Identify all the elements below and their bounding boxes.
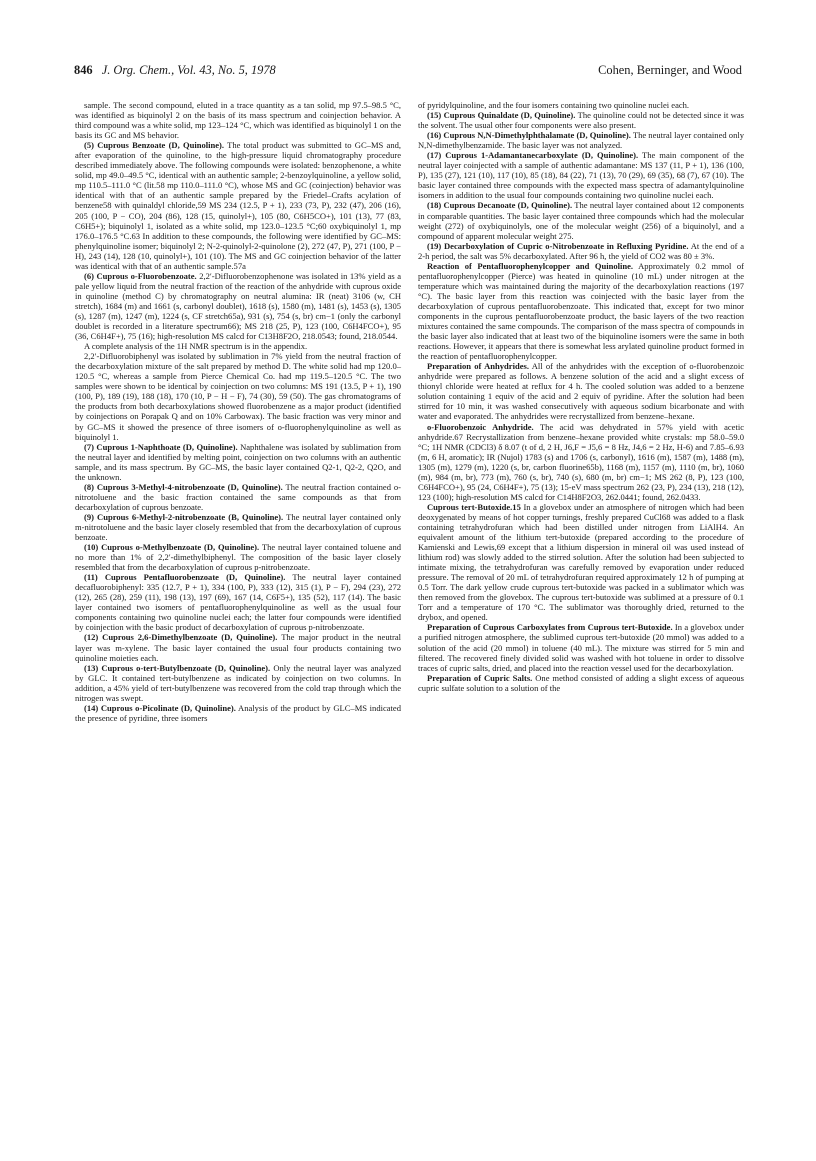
paragraph-text: sample. The second compound, eluted in a trace quantity as a tan solid, mp 97.5–98.5 °C, was identified as biquinolyl 2 on the basis of its mass spectrum and coinjection behavior. A third compound was a white solid, mp 123–124 °C, which was identified as biquinolyl 1 on the basis its GC and MS behavior. (75, 100, 401, 141)
paragraph-heading: Preparation of Cupric Salts. (427, 672, 533, 683)
paragraph-heading: (7) Cuprous 1-Naphthoate (D, Quinoline). (84, 441, 238, 452)
paragraph-text: 2,2′-Difluorobiphenyl was isolated by sublimation in 7% yield from the neutral fraction of the decarboxylation mixture of the salt prepared by method D. The white solid had mp 120.0–120.5 °C, whereas a sample from Pierce Chemical Co. had mp 119.5–120.5 °C. The two samples were shown to be identical by coinjection on two columns: MS 191 (13.5, P + 1), 190 (100, P), 189 (19), 188 (18), 170 (10, P − H − F), 74 (30), 59 (50). The gas chromatograms of the products from both decarboxylations showed fluorobenzene as a major product (identified by coinjections on Porapak Q and on 10% Carbowax). The basic fraction was very minor and by GC–MS it showed the presence of three isomers of o-fluorophenylquinoline as well as biquinolyl 1. (75, 351, 401, 442)
paragraph-text: All of the anhydrides with the exception of o-fluorobenzoic anhydride were prepared as follows. A benzene solution of the acid and a slight excess of thionyl chloride were heated at reflux for 4 h. The cooled solution was added to a benzene solution containing 1 equiv of the acid and 2 equiv of pyridine. After the solution had been stirred for 10 min, it was washed consecutively with aqueous sodium bicarbonate and with water and evaporated. The anhydrides were recrystallized from benzene–hexane. (418, 361, 744, 422)
paragraph-text: The neutral layer contained only N,N-dimethylbenzamide. The basic layer was not analyzed. (418, 130, 744, 151)
paragraph-text: The total product was submitted to GC–MS and, after evaporation of the quinoline, to the high-pressure liquid chromatography procedure described immediately above. The following compounds were isolated: benzophenone, a white solid, mp 49.0–49.5 °C, identical with an authentic sample; 2-benzoylquinoline, a yellow solid, mp 110.5–111.0 °C (lit.58 mp 110.0–111.0 °C), whose MS and GC (coinjection) behavior was identical with that of an authentic sample prepared by the Friedel–Crafts acylation of benzene58 with quinaldyl chloride,59 MS 234 (12.5, P + 1), 233 (73, P), 232 (47), 206 (16), 205 (100, P − CO), 204 (86), 128 (15, quinolyl+), 105 (80, C6H5CO+), 101 (13), 77 (83, C6H5+); biquinolyl 1, isolated as a white solid, mp 123.0–123.5 °C;60 oxybiquinolyl 1, mp 176.0–176.5 °C.63 In addition to these compounds, the following were identified by GC–MS: phenylquinoline isomer; biquinolyl 2; N-2-quinolyl-2-quinolone (2), 272 (47, P), 271 (100, P − H), 243 (14), 128 (10, quinolyl+), 101 (10). The MS and GC coinjection behavior of the latter was identical with that of an authentic sample.57a (75, 140, 402, 271)
paragraph (75, 542, 401, 572)
paragraph-text: 2,2′-Difluorobenzophenone was isolated in 13% yield as a pale yellow liquid from the neutral fraction of the reaction of the anhydride with cuprous oxide in quinoline (method C) by chromatography on neutral alumina: IR (neat) 3106 (w, CH stretch), 1684 (m) and 1661 (s, carbonyl doublet), 1618 (s), 1580 (m), 1481 (s), 1453 (s), 1305 (s), 1287 (m), 1247 (m), 1224 (s, CF stretch65a), 931 (s), 754 (s, br) cm−1 (only the carbonyl doublet is recorded in a literature spectrum66); MS 218 (25, P), 123 (100, C6H4FCO+), 95 (36, C6H4F+), 75 (16); high-resolution MS calcd for C13H8F2O, 218.0543; found, 218.0544. (75, 270, 401, 342)
paragraph-text: The neutral layer contained decafluorobiphenyl: 335 (12.7, P + 1), 334 (100, P), 333 (12), 315 (1), P − F), 294 (23), 272 (12), 265 (28), 259 (11), 198 (13), 197 (69), 167 (14, C6F5+), 135 (52), 117 (14). The basic layer contained two isomers of pentafluorophenylquinoline as well as the usual four components containing two quinoline nuclei each; the latter four compounds were identified by coinjection with the basic product of decarboxylation of cuprous p-nitrobenzoate. (75, 572, 402, 633)
paragraph-text: In a glovebox under an atmosphere of nitrogen which had been deoxygenated by means of hot copper turnings, freshly prepared CuCl68 was added to a flask containing tetrahydrofuran which had been distilled under nitrogen from LiAlH4. An equivalent amount of the lithium tert-butoxide (prepared according to the procedure of Kamienski and Lewis,69 except that a lithium dispersion in mineral oil was used instead of lithium rod) was slowly added to the stirred solution. After the solution had been subjected to intimate mixing, the tetrahydrofuran was carefully removed by evaporation under reduced pressure. The removal of 20 mL of tetrahydrofuran required approximately 12 h of pumping at 0.5 Torr. The dark yellow crude cuprous tert-butoxide was packed in a sublimator which was then removed from the glovebox. The cuprous tert-butoxide was sublimed at a pressure of 0.1 Torr and a temperature of 170 °C. The sublimator was thoroughly dried, returned to the drybox, and opened. (418, 501, 744, 623)
paragraph-text: In a glovebox under a purified nitrogen atmosphere, the sublimed cuprous tert-butoxide (20 mmol) was added to a solution of the acid (20 mmol) in toluene (40 mL). The mixture was stirred for 5 min and filtered. The recovered finely divided solid was washed with hot toluene in order to dissolve traces of cupric salts, dried, and placed into the reaction vessel used for the decarboxylation. (418, 622, 745, 673)
paragraph (75, 271, 401, 341)
paragraph (418, 422, 744, 502)
paragraph-text: Analysis of the product by GLC–MS indicated the presence of pyridine, three isomers (75, 702, 401, 723)
paragraph (418, 673, 744, 693)
paragraph-heading: (12) Cuprous 2,6-Dimethylbenzoate (D, Quinoline). (84, 632, 278, 643)
paragraph-heading: (9) Cuprous 6-Methyl-2-nitrobenzoate (B, Quinoline). (84, 511, 284, 522)
paragraph-text: At the end of a 2-h period, the salt was 5% decarboxylated. After 96 h, the yield of CO2 was 80 ± 3%. (418, 240, 744, 261)
paragraph-heading: (6) Cuprous o-Fluorobenzoate. (84, 270, 197, 281)
paragraph (75, 482, 401, 512)
paragraph-heading: (19) Decarboxylation of Cupric o-Nitrobenzoate in Refluxing Pyridine. (427, 240, 689, 251)
running-header (74, 63, 742, 79)
paragraph-heading: (15) Cuprous Quinaldate (D, Quinoline). (427, 110, 576, 121)
paragraph (418, 150, 744, 200)
author-list: Cohen, Berninger, and Wood (598, 63, 742, 77)
paragraph-heading: (17) Cuprous 1-Adamantanecarboxylate (D, Quinoline). (427, 150, 639, 161)
paragraph-heading: o-Fluorobenzoic Anhydride. (427, 421, 534, 432)
paragraph (75, 100, 401, 140)
paragraph (418, 361, 744, 421)
paragraph-heading: (8) Cuprous 3-Methyl-4-nitrobenzoate (D, Quinoline). (84, 481, 283, 492)
right-column (418, 100, 744, 693)
page-number: 846 (74, 63, 93, 77)
paragraph-heading: Reaction of Pentafluorophenylcopper and Quinoline. (427, 260, 634, 271)
paragraph-heading: (11) Cuprous Pentafluorobenzoate (D, Quinoline). (84, 572, 286, 583)
paragraph (418, 110, 744, 130)
paragraph (418, 130, 744, 150)
paragraph (75, 140, 401, 271)
paragraph-text: of pyridylquinoline, and the four isomers containing two quinoline nuclei each. (418, 100, 690, 110)
paragraph (75, 512, 401, 542)
paragraph (75, 703, 401, 723)
paragraph-text: The neutral fraction contained o-nitrotoluene and the basic fraction contained the same compounds as that from decarboxylation of cuprous benzoate. (75, 481, 401, 512)
paragraph-text: The neutral layer contained toluene and no more than 1% of 2,2′-dimethylbiphenyl. The composition of the basic layer closely resembled that from the decarboxylation of cuprous p-nitrobenzoate. (75, 542, 401, 573)
paragraph-heading: Preparation of Cuprous Carboxylates from Cuprous tert-Butoxide. (427, 622, 673, 633)
paragraph-heading: (16) Cuprous N,N-Dimethylphthalamate (D, Quinoline). (427, 130, 631, 141)
paragraph-text: The quinoline could not be detected since it was the solvent. The usual other four components were also present. (418, 110, 745, 131)
journal-citation: J. Org. Chem., Vol. 43, No. 5, 1978 (101, 63, 276, 77)
paragraph (418, 502, 744, 623)
paragraph (75, 663, 401, 703)
paragraph-heading: Cuprous tert-Butoxide.15 (427, 501, 521, 512)
paragraph (75, 572, 401, 632)
paragraph-heading: (10) Cuprous o-Methylbenzoate (D, Quinoline). (84, 542, 260, 553)
paragraph (75, 442, 401, 482)
paragraph-heading: (14) Cuprous o-Picolinate (D, Quinoline). (84, 702, 236, 713)
paragraph (75, 341, 401, 351)
paragraph-heading: (5) Cuprous Benzoate (D, Quinoline). (84, 140, 225, 151)
header-left (74, 63, 276, 78)
paragraph-heading: (18) Cuprous Decanoate (D, Quinoline). (427, 200, 573, 211)
paragraph (418, 261, 744, 361)
paragraph-text: A complete analysis of the 1H NMR spectrum is in the appendix. (84, 341, 308, 352)
paragraph (418, 200, 744, 240)
paragraph (75, 632, 401, 662)
paragraph-text: The major product in the neutral layer was m-xylene. The basic layer contained the usual four products containing two quinoline moieties each. (75, 632, 401, 663)
paragraph-text: Approximately 0.2 mmol of pentafluorophenylcopper (Pierce) was heated in quinoline (10 mL) under nitrogen at the temperature which was maintained during the majority of the decarboxylation reactions (197 °C). The basic layer from this reaction was coinjected with the basic layer from the decarboxylation of cuprous pentafluorobenzoate. This indicated that, except for two minor components in the cuprous pentafluorobenzoate product, the basic layers of the two reaction mixtures contained the same compounds. The comparison of the mass spectra of compounds in the basic layer also indicated that at least two of the biquinoline isomers were the same in both reactions. However, it appears that there is somewhat less arylated quinoline product formed in the reaction of pentafluorophenylcopper. (418, 260, 745, 362)
paragraph-text: Naphthalene was isolated by sublimation from the neutral layer and identified by melting point, coinjection on two columns with an authentic sample, and its mass spectrum. By GC–MS, the basic layer contained Q2-1, Q2-2, Q2O, and the unknown. (75, 441, 401, 482)
paragraph-heading: Preparation of Anhydrides. (427, 361, 529, 372)
paragraph-text: The neutral layer contained about 12 components in comparable quantities. The basic layer contained three compounds which had the molecular weight (272) of oxybiquinolyls, one of the molecular weight (256) of a biquinolyl, and a compound of apparent molecular weight 275. (418, 200, 745, 241)
left-column (75, 100, 401, 723)
paragraph (418, 100, 744, 110)
paragraph-text: One method consisted of adding a slight excess of aqueous cupric sulfate solution to a solution of the (418, 672, 744, 693)
paragraph (75, 351, 401, 441)
paragraph (418, 622, 744, 672)
paragraph-text: The main component of the neutral layer coinjected with a sample of authentic adamantane: MS 137 (11, P + 1), 136 (100, P), 135 (27), 121 (10), 117 (10), 85 (18), 84 (22), 71 (13), 70 (29), 69 (35), 68 (7), 67 (10). The basic layer contained three compounds with the expected mass spectra of adamantylquinoline isomers in addition to the usual four compounds containing two quinoline nuclei each. (418, 150, 744, 201)
paragraph (418, 241, 744, 261)
paragraph-text: The neutral layer contained only m-nitrotoluene and the basic layer closely resembled that from the decarboxylation of cuprous benzoate. (75, 511, 402, 543)
paragraph-text: The acid was dehydrated in 57% yield with acetic anhydride.67 Recrystallization from benzene–hexane provided white crystals: mp 58.0–59.0 °C; 1H NMR (CDCl3) δ 8.07 (t of d, 2 H, J6,F = J5,6 = 8 Hz, J4,6 = 2 Hz, H-6) and 7.85–6.93 (m, 6 H, aromatic); IR (Nujol) 1783 (s) and 1706 (s, carbonyl), 1616 (m), 1587 (m), 1488 (m), 1305 (m), 1279 (m), 1220 (s, br, carbon fluorine65b), 1168 (m), 1157 (m), 1110 (m, br), 1060 (m), 984 (m, br), 773 (m), 760 (s, br), 740 (s), 680 (m, br) cm−1; MS 262 (8, P), 123 (100, C6H4FCO+), 95 (24, C6H4F+), 75 (13); 15-eV mass spectrum 262 (23, P), 234 (13), 218 (12), 123 (100); high-resolution MS calcd for C14H8F2O3, 262.0441; found, 262.0433. (418, 421, 744, 502)
paragraph-heading: (13) Cuprous o-tert-Butylbenzoate (D, Quinoline). (84, 662, 271, 673)
paragraph-text: Only the neutral layer was analyzed by GLC. It contained tert-butylbenzene as indicated by coinjection on two columns. In addition, a 45% yield of tert-butylbenzene was recovered from the cold trap through which the nitrogen was swept. (75, 662, 401, 703)
